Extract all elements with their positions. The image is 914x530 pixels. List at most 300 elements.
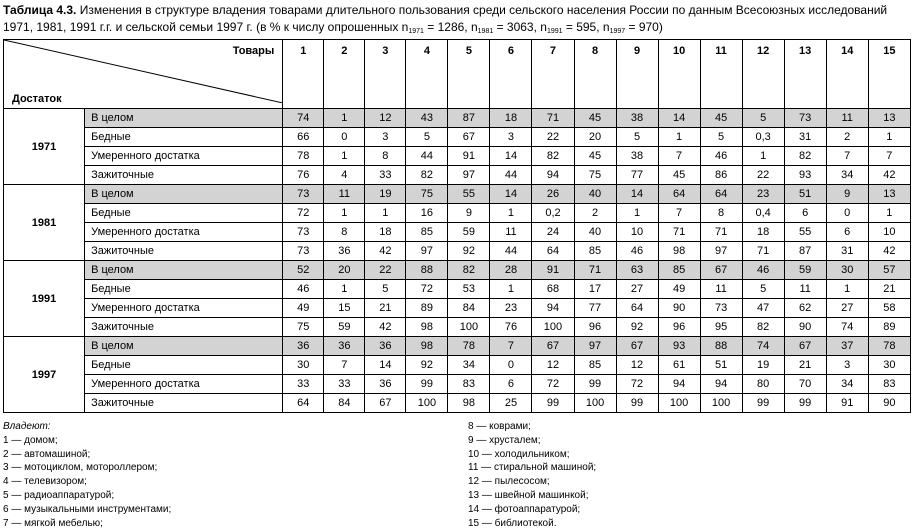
value-cell: 55 — [784, 223, 826, 242]
group-label: Зажиточные — [85, 318, 283, 337]
table-row — [4, 242, 911, 261]
value-cell: 8 — [324, 223, 365, 242]
table-row — [4, 128, 911, 147]
column-header-3: 3 — [365, 40, 406, 109]
n1971-subscript: 1971 — [408, 28, 424, 35]
value-cell: 51 — [784, 185, 826, 204]
value-cell: 12 — [532, 356, 574, 375]
value-cell: 38 — [616, 109, 658, 128]
group-label: Бедные — [85, 280, 283, 299]
column-header-10: 10 — [658, 40, 700, 109]
value-cell: 75 — [406, 185, 448, 204]
value-cell: 74 — [283, 109, 324, 128]
value-cell: 30 — [826, 261, 868, 280]
value-cell: 64 — [700, 185, 742, 204]
caption-text: Изменения в структуре владения товарами длительного пользования среди сельского населения России по данным Всесоюзных исследований 1971, 1981, 1991 г.г. и сельской семьи 1997 г. (в % к числу опрошенных n — [3, 3, 888, 34]
value-cell: 37 — [826, 337, 868, 356]
legend-item: 1 — домом; — [3, 434, 58, 446]
legend-item: 5 — радиоаппаратурой; — [3, 489, 115, 501]
value-cell: 96 — [658, 318, 700, 337]
value-cell: 88 — [700, 337, 742, 356]
value-cell: 84 — [324, 394, 365, 413]
value-cell: 5 — [742, 280, 784, 299]
value-cell: 67 — [784, 337, 826, 356]
value-cell: 11 — [324, 185, 365, 204]
value-cell: 7 — [490, 337, 532, 356]
value-cell: 31 — [826, 242, 868, 261]
value-cell: 0,3 — [742, 128, 784, 147]
corner-cell — [4, 40, 283, 109]
value-cell: 1 — [658, 128, 700, 147]
value-cell: 0,2 — [532, 204, 574, 223]
value-cell: 0 — [826, 204, 868, 223]
wealth-header: Достаток — [12, 93, 62, 105]
table-row — [4, 185, 911, 204]
value-cell: 5 — [406, 128, 448, 147]
value-cell: 72 — [283, 204, 324, 223]
value-cell: 86 — [700, 166, 742, 185]
year-cell: 1971 — [4, 109, 85, 185]
legend-item: 13 — швейной машинкой; — [468, 489, 589, 501]
value-cell: 33 — [365, 166, 406, 185]
value-cell: 100 — [574, 394, 616, 413]
value-cell: 53 — [448, 280, 490, 299]
value-cell: 44 — [406, 147, 448, 166]
value-cell: 24 — [532, 223, 574, 242]
value-cell: 5 — [700, 128, 742, 147]
value-cell: 90 — [784, 318, 826, 337]
value-cell: 6 — [490, 375, 532, 394]
value-cell: 14 — [490, 185, 532, 204]
value-cell: 40 — [574, 185, 616, 204]
value-cell: 63 — [616, 261, 658, 280]
value-cell: 34 — [448, 356, 490, 375]
n1991-value: = 595, n — [562, 20, 610, 34]
value-cell: 1 — [365, 204, 406, 223]
value-cell: 43 — [406, 109, 448, 128]
column-header-4: 4 — [406, 40, 448, 109]
value-cell: 46 — [742, 261, 784, 280]
value-cell: 19 — [365, 185, 406, 204]
value-cell: 72 — [532, 375, 574, 394]
value-cell: 11 — [826, 109, 868, 128]
column-header-12: 12 — [742, 40, 784, 109]
value-cell: 99 — [574, 375, 616, 394]
legend-item: 9 — хрусталем; — [468, 434, 541, 446]
value-cell: 14 — [365, 356, 406, 375]
value-cell: 44 — [490, 242, 532, 261]
value-cell: 67 — [616, 337, 658, 356]
value-cell: 100 — [532, 318, 574, 337]
value-cell: 14 — [616, 185, 658, 204]
value-cell: 72 — [616, 375, 658, 394]
value-cell: 64 — [658, 185, 700, 204]
value-cell: 78 — [868, 337, 910, 356]
group-label: Зажиточные — [85, 242, 283, 261]
year-cell: 1997 — [4, 337, 85, 413]
value-cell: 1 — [826, 280, 868, 299]
value-cell: 85 — [574, 356, 616, 375]
legend-item: 8 — коврами; — [468, 421, 531, 432]
value-cell: 15 — [324, 299, 365, 318]
value-cell: 93 — [784, 166, 826, 185]
legend-item: 2 — автомашиной; — [3, 448, 91, 460]
n1997-value: = 970) — [625, 20, 663, 34]
value-cell: 7 — [658, 147, 700, 166]
value-cell: 36 — [365, 337, 406, 356]
value-cell: 61 — [658, 356, 700, 375]
value-cell: 71 — [700, 223, 742, 242]
legend-right — [468, 420, 596, 530]
value-cell: 94 — [532, 166, 574, 185]
value-cell: 6 — [826, 223, 868, 242]
value-cell: 73 — [700, 299, 742, 318]
value-cell: 97 — [574, 337, 616, 356]
value-cell: 97 — [406, 242, 448, 261]
legend-item: 15 — библиотекой. — [468, 517, 557, 529]
value-cell: 90 — [868, 394, 910, 413]
value-cell: 9 — [448, 204, 490, 223]
value-cell: 1 — [490, 280, 532, 299]
group-label: В целом — [85, 261, 283, 280]
ownership-table — [3, 39, 911, 413]
group-label: Зажиточные — [85, 394, 283, 413]
value-cell: 23 — [742, 185, 784, 204]
value-cell: 1 — [616, 204, 658, 223]
value-cell: 42 — [365, 242, 406, 261]
value-cell: 93 — [658, 337, 700, 356]
value-cell: 55 — [448, 185, 490, 204]
goods-header: Товары — [232, 45, 275, 57]
value-cell: 13 — [868, 185, 910, 204]
value-cell: 11 — [784, 280, 826, 299]
value-cell: 9 — [826, 185, 868, 204]
value-cell: 30 — [283, 356, 324, 375]
value-cell: 47 — [742, 299, 784, 318]
value-cell: 8 — [700, 204, 742, 223]
value-cell: 49 — [283, 299, 324, 318]
value-cell: 44 — [490, 166, 532, 185]
value-cell: 78 — [283, 147, 324, 166]
value-cell: 87 — [448, 109, 490, 128]
table-row — [4, 204, 911, 223]
value-cell: 5 — [742, 109, 784, 128]
value-cell: 64 — [532, 242, 574, 261]
table-row — [4, 166, 911, 185]
value-cell: 67 — [532, 337, 574, 356]
value-cell: 100 — [658, 394, 700, 413]
value-cell: 82 — [784, 147, 826, 166]
value-cell: 91 — [448, 147, 490, 166]
value-cell: 33 — [324, 375, 365, 394]
value-cell: 23 — [490, 299, 532, 318]
value-cell: 27 — [616, 280, 658, 299]
value-cell: 13 — [868, 109, 910, 128]
value-cell: 87 — [784, 242, 826, 261]
value-cell: 33 — [283, 375, 324, 394]
value-cell: 92 — [616, 318, 658, 337]
value-cell: 99 — [532, 394, 574, 413]
value-cell: 3 — [826, 356, 868, 375]
value-cell: 45 — [658, 166, 700, 185]
value-cell: 70 — [784, 375, 826, 394]
value-cell: 22 — [365, 261, 406, 280]
value-cell: 76 — [283, 166, 324, 185]
value-cell: 0 — [490, 356, 532, 375]
value-cell: 94 — [658, 375, 700, 394]
value-cell: 10 — [616, 223, 658, 242]
value-cell: 100 — [448, 318, 490, 337]
value-cell: 18 — [490, 109, 532, 128]
value-cell: 99 — [616, 394, 658, 413]
legend-item: 4 — телевизором; — [3, 476, 87, 488]
value-cell: 14 — [658, 109, 700, 128]
value-cell: 46 — [616, 242, 658, 261]
value-cell: 49 — [658, 280, 700, 299]
table-row — [4, 261, 911, 280]
column-header-1: 1 — [283, 40, 324, 109]
group-label: В целом — [85, 109, 283, 128]
value-cell: 90 — [658, 299, 700, 318]
group-label: Бедные — [85, 128, 283, 147]
value-cell: 14 — [490, 147, 532, 166]
legend-item: 3 — мотоциклом, мотороллером; — [3, 462, 158, 474]
value-cell: 45 — [700, 109, 742, 128]
value-cell: 83 — [448, 375, 490, 394]
value-cell: 78 — [448, 337, 490, 356]
value-cell: 27 — [826, 299, 868, 318]
value-cell: 71 — [532, 109, 574, 128]
legend-item: 6 — музыкальными инструментами; — [3, 503, 172, 515]
value-cell: 7 — [826, 147, 868, 166]
value-cell: 31 — [784, 128, 826, 147]
value-cell: 67 — [700, 261, 742, 280]
value-cell: 94 — [700, 375, 742, 394]
value-cell: 77 — [616, 166, 658, 185]
year-cell: 1981 — [4, 185, 85, 261]
value-cell: 68 — [532, 280, 574, 299]
value-cell: 97 — [448, 166, 490, 185]
value-cell: 2 — [826, 128, 868, 147]
value-cell: 99 — [406, 375, 448, 394]
table-row — [4, 356, 911, 375]
column-header-7: 7 — [532, 40, 574, 109]
value-cell: 11 — [700, 280, 742, 299]
value-cell: 42 — [365, 318, 406, 337]
group-label: Бедные — [85, 204, 283, 223]
value-cell: 82 — [448, 261, 490, 280]
value-cell: 82 — [742, 318, 784, 337]
value-cell: 34 — [826, 166, 868, 185]
value-cell: 77 — [574, 299, 616, 318]
group-label: В целом — [85, 185, 283, 204]
value-cell: 82 — [532, 147, 574, 166]
group-label: Умеренного достатка — [85, 223, 283, 242]
value-cell: 3 — [490, 128, 532, 147]
legend-item: 11 — стиральной машиной; — [468, 462, 597, 474]
group-label: Умеренного достатка — [85, 147, 283, 166]
value-cell: 92 — [406, 356, 448, 375]
value-cell: 12 — [616, 356, 658, 375]
value-cell: 76 — [490, 318, 532, 337]
value-cell: 91 — [532, 261, 574, 280]
value-cell: 11 — [490, 223, 532, 242]
value-cell: 7 — [658, 204, 700, 223]
column-header-15: 15 — [868, 40, 910, 109]
value-cell: 97 — [700, 242, 742, 261]
value-cell: 21 — [784, 356, 826, 375]
value-cell: 36 — [365, 375, 406, 394]
value-cell: 12 — [365, 109, 406, 128]
value-cell: 1 — [868, 128, 910, 147]
value-cell: 46 — [700, 147, 742, 166]
caption-label: Таблица 4.3. — [3, 3, 77, 17]
value-cell: 100 — [700, 394, 742, 413]
value-cell: 64 — [283, 394, 324, 413]
value-cell: 71 — [742, 242, 784, 261]
value-cell: 21 — [868, 280, 910, 299]
value-cell: 96 — [574, 318, 616, 337]
value-cell: 75 — [574, 166, 616, 185]
n1991-subscript: 1991 — [546, 28, 563, 35]
value-cell: 36 — [324, 242, 365, 261]
value-cell: 83 — [868, 375, 910, 394]
column-header-14: 14 — [826, 40, 868, 109]
value-cell: 42 — [868, 242, 910, 261]
value-cell: 20 — [324, 261, 365, 280]
value-cell: 85 — [406, 223, 448, 242]
legend-item: 7 — мягкой мебелью; — [3, 517, 103, 529]
value-cell: 64 — [616, 299, 658, 318]
value-cell: 67 — [365, 394, 406, 413]
value-cell: 51 — [700, 356, 742, 375]
value-cell: 99 — [742, 394, 784, 413]
legend-title: Владеют: — [3, 421, 51, 432]
value-cell: 71 — [574, 261, 616, 280]
value-cell: 80 — [742, 375, 784, 394]
group-label: Зажиточные — [85, 166, 283, 185]
legend-item: 12 — пылесосом; — [468, 476, 550, 488]
value-cell: 52 — [283, 261, 324, 280]
value-cell: 58 — [868, 299, 910, 318]
value-cell: 3 — [365, 128, 406, 147]
value-cell: 45 — [574, 109, 616, 128]
value-cell: 22 — [532, 128, 574, 147]
table-row — [4, 223, 911, 242]
group-label: Умеренного достатка — [85, 375, 283, 394]
n1981-value: = 3063, n — [493, 20, 547, 34]
n1971-value: = 1286, n — [423, 20, 478, 34]
value-cell: 10 — [868, 223, 910, 242]
value-cell: 2 — [574, 204, 616, 223]
table-row — [4, 147, 911, 166]
value-cell: 82 — [406, 166, 448, 185]
group-label: В целом — [85, 337, 283, 356]
value-cell: 36 — [283, 337, 324, 356]
value-cell: 4 — [324, 166, 365, 185]
column-header-9: 9 — [616, 40, 658, 109]
value-cell: 66 — [283, 128, 324, 147]
n1981-subscript: 1981 — [477, 28, 494, 35]
value-cell: 18 — [742, 223, 784, 242]
value-cell: 20 — [574, 128, 616, 147]
column-header-11: 11 — [700, 40, 742, 109]
value-cell: 88 — [406, 261, 448, 280]
value-cell: 73 — [784, 109, 826, 128]
value-cell: 34 — [826, 375, 868, 394]
value-cell: 19 — [742, 356, 784, 375]
value-cell: 85 — [574, 242, 616, 261]
value-cell: 73 — [283, 223, 324, 242]
value-cell: 16 — [406, 204, 448, 223]
value-cell: 1 — [868, 204, 910, 223]
table-row — [4, 394, 911, 413]
value-cell: 72 — [406, 280, 448, 299]
value-cell: 5 — [365, 280, 406, 299]
n1997-subscript: 1997 — [609, 28, 626, 35]
value-cell: 62 — [784, 299, 826, 318]
value-cell: 71 — [658, 223, 700, 242]
value-cell: 18 — [365, 223, 406, 242]
value-cell: 17 — [574, 280, 616, 299]
value-cell: 28 — [490, 261, 532, 280]
table-row — [4, 318, 911, 337]
value-cell: 36 — [324, 337, 365, 356]
value-cell: 7 — [868, 147, 910, 166]
value-cell: 98 — [448, 394, 490, 413]
legend-item: 14 — фотоаппаратурой; — [468, 503, 581, 515]
column-header-5: 5 — [448, 40, 490, 109]
value-cell: 73 — [283, 185, 324, 204]
value-cell: 75 — [283, 318, 324, 337]
value-cell: 30 — [868, 356, 910, 375]
value-cell: 38 — [616, 147, 658, 166]
value-cell: 59 — [784, 261, 826, 280]
value-cell: 45 — [574, 147, 616, 166]
value-cell: 1 — [324, 204, 365, 223]
value-cell: 0,4 — [742, 204, 784, 223]
value-cell: 1 — [324, 147, 365, 166]
table-row — [4, 299, 911, 318]
column-header-8: 8 — [574, 40, 616, 109]
table-caption — [3, 2, 911, 36]
value-cell: 98 — [658, 242, 700, 261]
value-cell: 95 — [700, 318, 742, 337]
value-cell: 21 — [365, 299, 406, 318]
year-cell: 1991 — [4, 261, 85, 337]
table-row — [4, 109, 911, 128]
column-header-2: 2 — [324, 40, 365, 109]
value-cell: 98 — [406, 337, 448, 356]
value-cell: 0 — [324, 128, 365, 147]
value-cell: 98 — [406, 318, 448, 337]
value-cell: 89 — [406, 299, 448, 318]
group-label: Бедные — [85, 356, 283, 375]
value-cell: 100 — [406, 394, 448, 413]
value-cell: 8 — [365, 147, 406, 166]
table-row — [4, 280, 911, 299]
value-cell: 7 — [324, 356, 365, 375]
value-cell: 85 — [658, 261, 700, 280]
value-cell: 99 — [784, 394, 826, 413]
value-cell: 89 — [868, 318, 910, 337]
column-header-6: 6 — [490, 40, 532, 109]
header-row — [4, 40, 911, 109]
value-cell: 92 — [448, 242, 490, 261]
value-cell: 94 — [532, 299, 574, 318]
table-row — [4, 337, 911, 356]
value-cell: 6 — [784, 204, 826, 223]
